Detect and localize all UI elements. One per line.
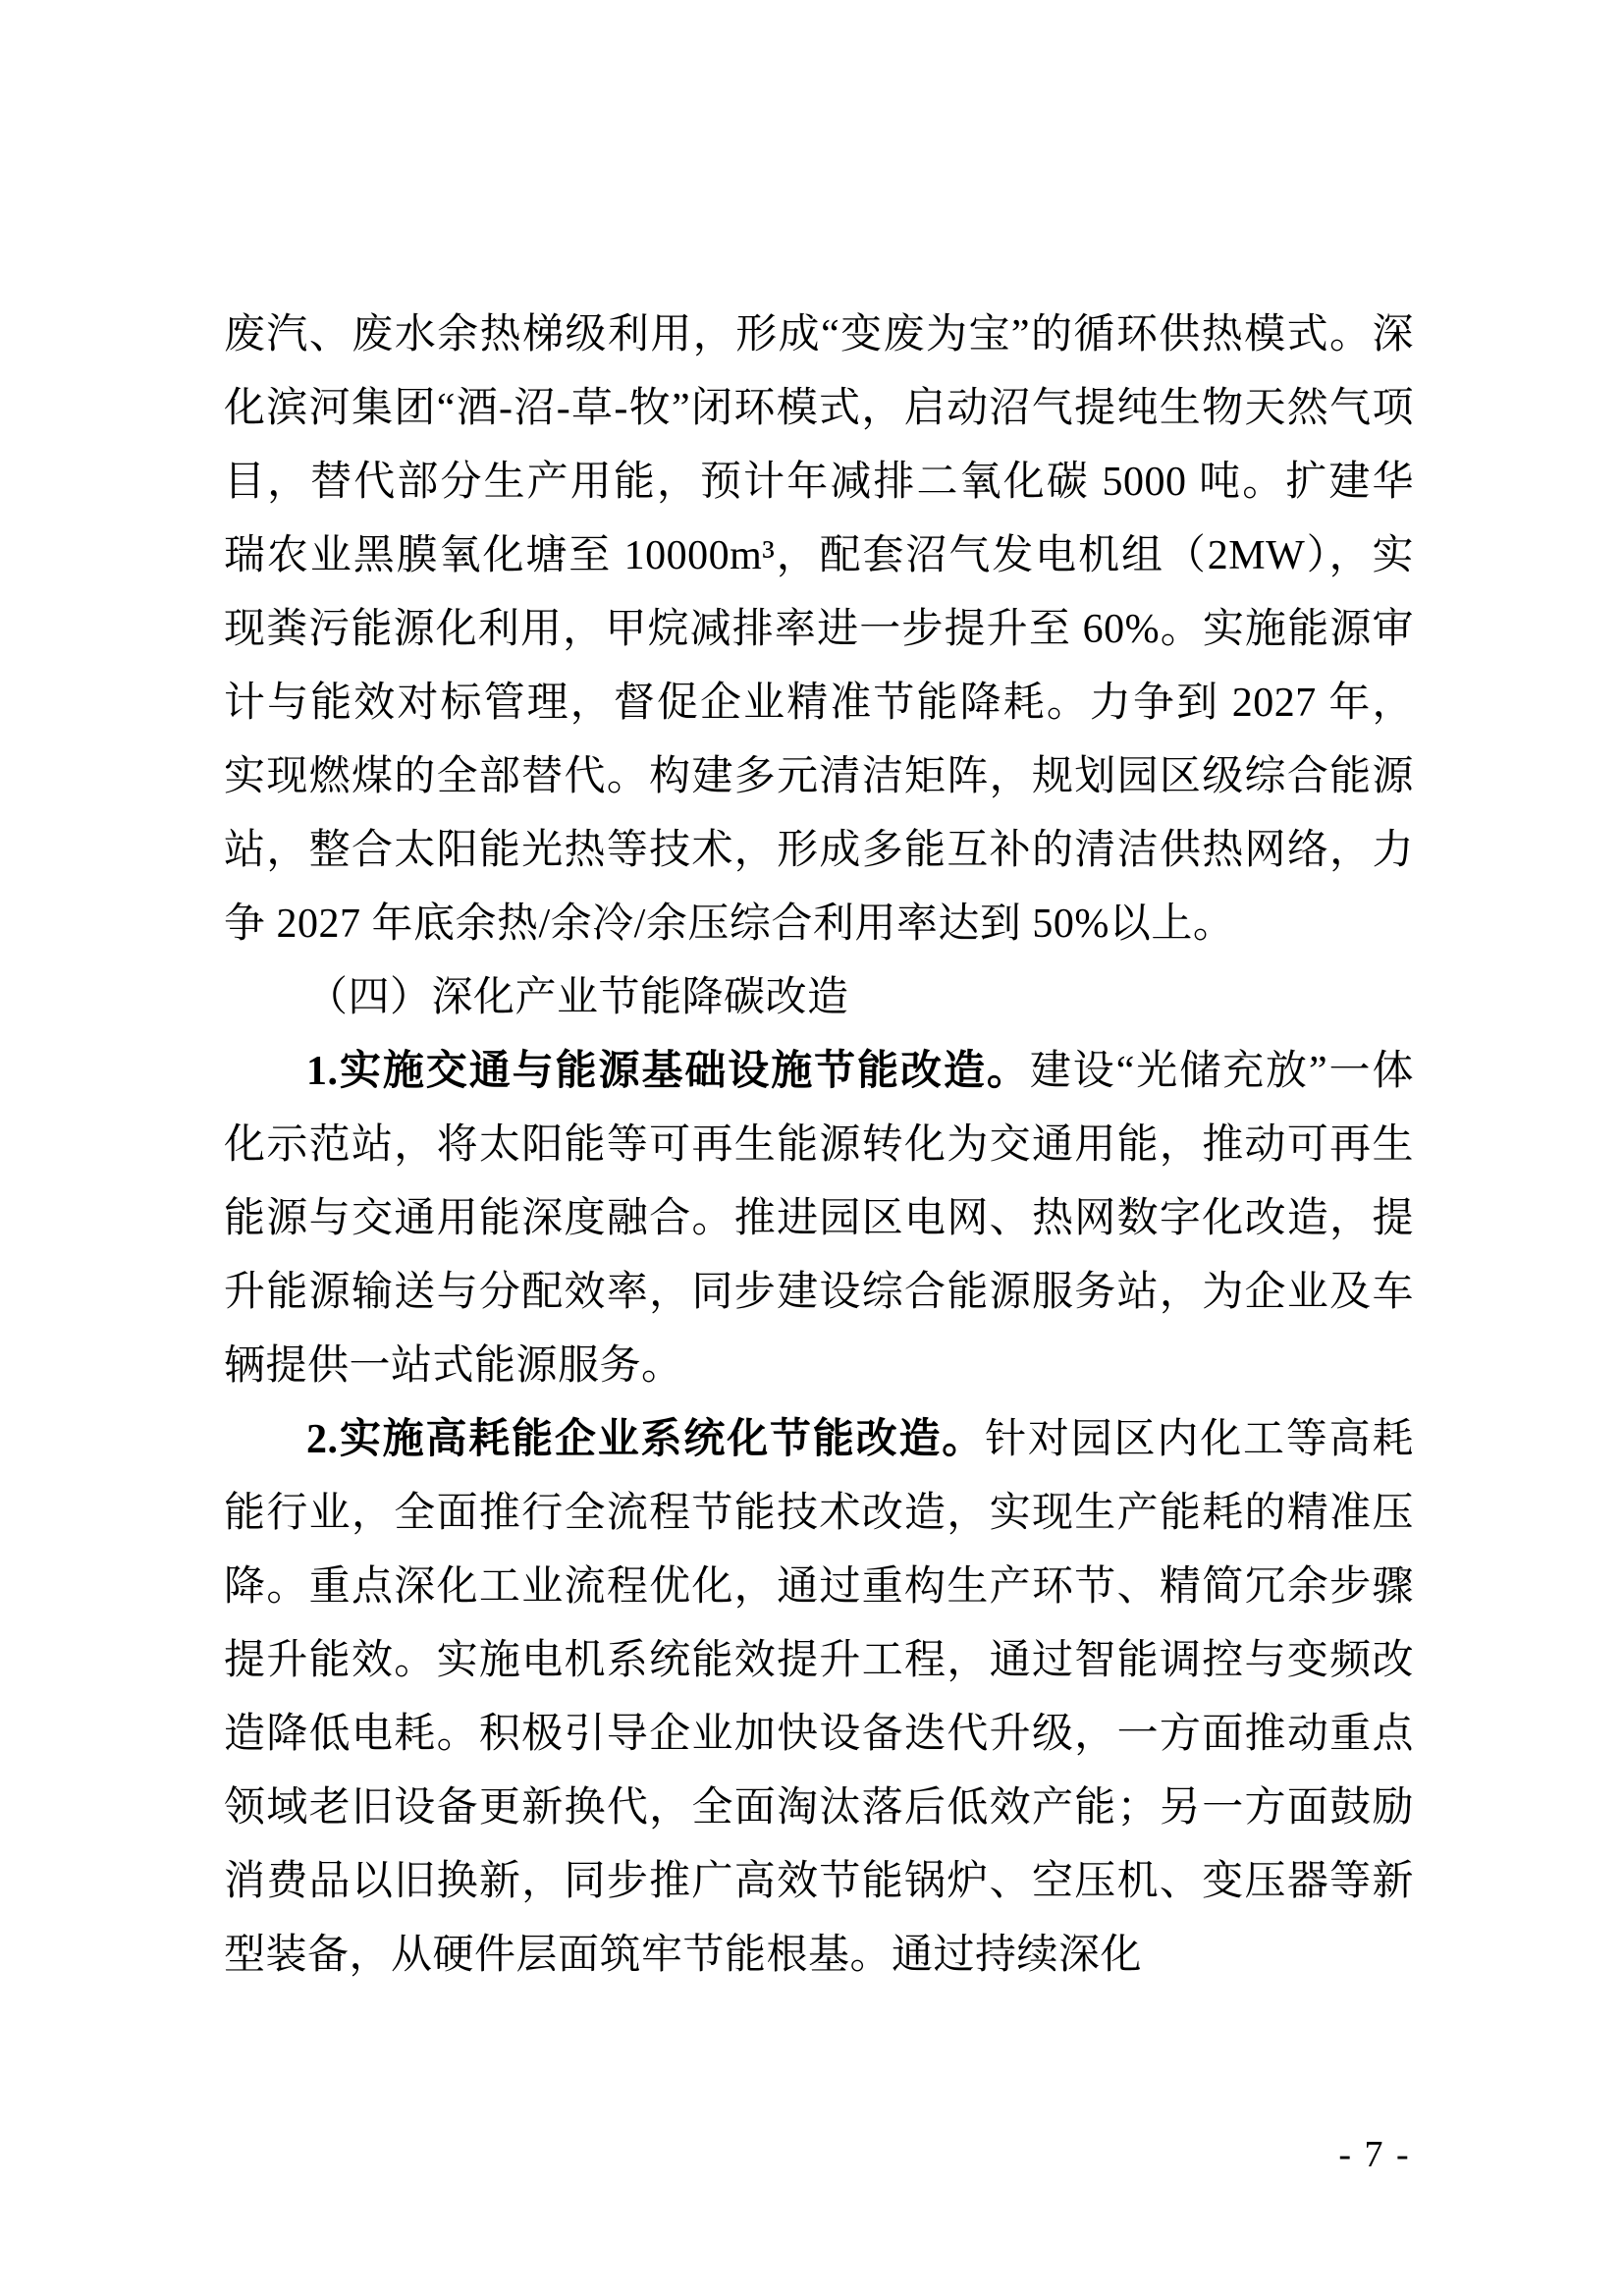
- document-body: [224, 299, 1414, 1993]
- paragraph-continuation: [224, 299, 1414, 961]
- list-item-2-body: 针对园区内化工等高耗能行业，全面推行全流程节能技术改造，实现生产能耗的精准压降。重点深化工业流程优化，通过重构生产环节、精简冗余步骤提升能效。实施电机系统能效提升工程，通过智能调控与变频改造降低电耗。积极引导企业加快设备迭代升级，一方面推动重点领域老旧设备更新换代，全面淘汰落后低效产能；另一方面鼓励消费品以旧换新，同步推广高效节能锅炉、空压机、变压器等新型装备，从硬件层面筑牢节能根基。通过持续深化: [224, 1417, 1414, 1978]
- list-item-1: [224, 1035, 1414, 1403]
- section-heading-text: （四）深化产业节能降碳改造: [306, 975, 849, 1020]
- paragraph-continuation-text: 废汽、废水余热梯级利用，形成“变废为宝”的循环供热模式。深化滨河集团“酒-沼-草-牧”闭环模式，启动沼气提纯生物天然气项目，替代部分生产用能，预计年减排二氧化碳 5000 吨。扩建华瑞农业黑膜氧化塘至 10000m³，配套沼气发电机组（2MW），实现粪污能源化利用，甲烷减排率进一步提升至 60%。实施能源审计与能效对标管理，督促企业精准节能降耗。力争到 2027 年，实现燃煤的全部替代。构建多元清洁矩阵，规划园区级综合能源站，整合太阳能光热等技术，形成多能互补的清洁供热网络，力争 2027 年底余热/余冷/余压综合利用率达到 50%以上。: [224, 312, 1414, 947]
- list-item-2-lead: 2.实施高耗能企业系统化节能改造。: [306, 1417, 986, 1462]
- list-item-2: [224, 1403, 1414, 1993]
- list-item-1-lead: 1.实施交通与能源基础设施节能改造。: [306, 1049, 1030, 1094]
- list-item-1-body: 建设“光储充放”一体化示范站，将太阳能等可再生能源转化为交通用能，推动可再生能源与交通用能深度融合。推进园区电网、热网数字化改造，提升能源输送与分配效率，同步建设综合能源服务站，为企业及车辆提供一站式能源服务。: [224, 1049, 1414, 1389]
- section-heading: [224, 961, 1414, 1035]
- page-number: - 7 -: [1338, 2134, 1411, 2175]
